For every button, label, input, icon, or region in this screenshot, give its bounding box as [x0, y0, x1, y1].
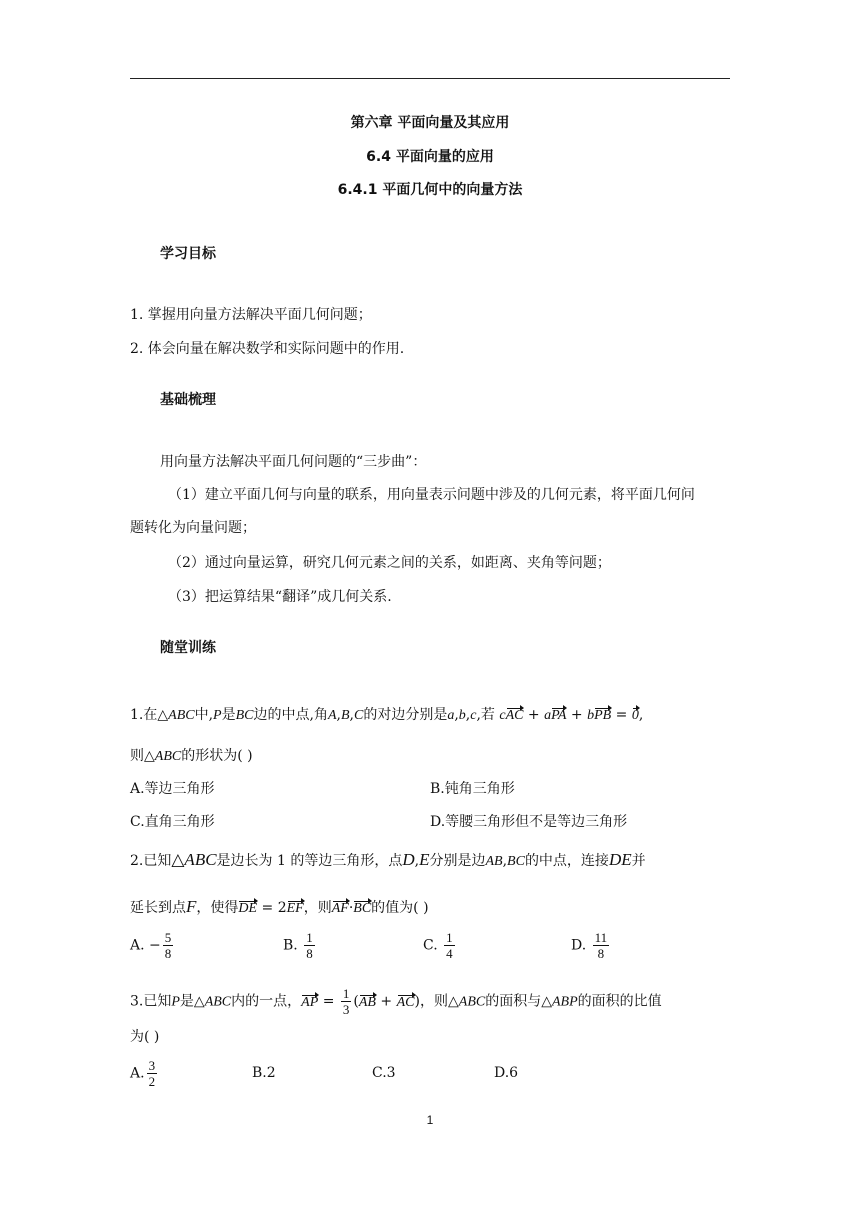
section-title: 6.4 平面向量的应用	[366, 149, 494, 165]
q1-option-b: B.钝角三角形	[430, 781, 515, 797]
q1-option-c: C.直角三角形	[130, 814, 215, 830]
vector-pb: PB	[594, 708, 612, 723]
vector-pa: PA	[551, 708, 567, 723]
q2-option-b: B. $\frac{1}{8}$	[283, 930, 313, 961]
q2-line1: 2.已知△ABC是边长为 1 的等边三角形，点D,E分别是边AB,BC的中点，连接DE并	[130, 850, 646, 869]
q3-line2: 为( )	[130, 1029, 160, 1045]
practice-heading: 随堂训练	[160, 640, 216, 656]
vector-ac: AC	[505, 708, 524, 723]
basics-step1-line2: 题转化为向量问题；	[130, 520, 256, 536]
vector-ab: AB	[358, 994, 376, 1010]
objective-item-2: 2. 体会向量在解决数学和实际问题中的作用.	[130, 341, 405, 357]
chapter-title: 第六章 平面向量及其应用	[350, 115, 510, 131]
basics-step3: （3）把运算结果“翻译”成几何关系.	[168, 589, 392, 605]
basics-heading: 基础梳理	[160, 392, 216, 408]
q2-option-a: A. − $\frac{5}{8}$	[130, 930, 172, 961]
basics-step1-line1: （1）建立平面几何与向量的联系，用向量表示问题中涉及的几何元素，将平面几何问	[168, 487, 695, 503]
basics-step2: （2）通过向量运算，研究几何元素之间的关系，如距离、夹角等问题；	[168, 555, 611, 571]
basics-intro: 用向量方法解决平面几何问题的“三步曲”：	[160, 454, 427, 470]
q1-option-d: D.等腰三角形但不是等边三角形	[430, 814, 628, 830]
objectives-heading: 学习目标	[160, 246, 216, 262]
q2-line2: 延长到点F，使得DE = 2EF，则AF·BC的值为( )	[130, 897, 429, 916]
q1-line1: 1.在△ABC中,P是BC边的中点,角A,B,C的对边分别是a,b,c,若 cAC + aPA + bPB = 0,	[130, 707, 644, 723]
vector-bc: BC	[353, 901, 372, 916]
objective-item-1: 1. 掌握用向量方法解决平面几何问题；	[130, 307, 372, 323]
q1-option-a: A.等边三角形	[130, 781, 215, 797]
q3-line1: 3.已知P是△ABC内的一点，AP = $\frac{1}{3}$ (AB + AC)，则△ABC的面积与△ABP的面积的比值	[130, 986, 662, 1017]
q2-option-c: C. $\frac{1}{4}$	[423, 930, 453, 961]
vector-ap: AP	[301, 994, 319, 1010]
q3-option-a: A. $\frac{3}{2}$	[130, 1058, 156, 1089]
zero-vector: 0	[631, 708, 639, 723]
q2-option-d: D. $\frac{11}{8}$	[571, 930, 608, 961]
page-number: 1	[426, 1113, 434, 1127]
header-rule	[130, 78, 730, 79]
vector-ef: EF	[286, 901, 304, 916]
vector-ac-q3: AC	[396, 994, 415, 1010]
q3-option-d: D.6	[494, 1065, 519, 1081]
q3-option-b: B.2	[252, 1065, 276, 1081]
subsection-title: 6.4.1 平面几何中的向量方法	[337, 182, 523, 198]
vector-af: AF	[331, 901, 349, 916]
q1-line2: 则△ABC的形状为( )	[130, 748, 253, 764]
q3-option-c: C.3	[372, 1065, 396, 1081]
vector-de: DE	[238, 901, 258, 916]
